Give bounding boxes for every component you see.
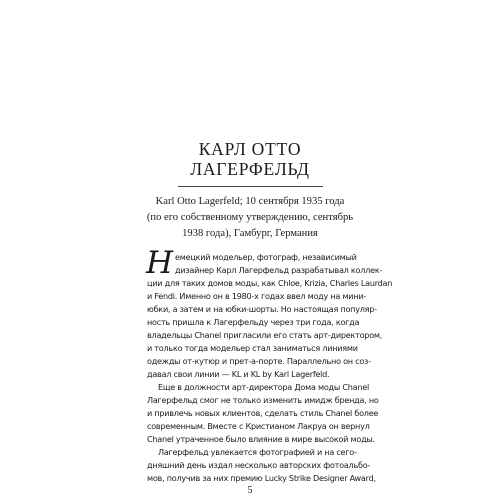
body-line: и привлечь новых клиентов, сделать стиль Chanel более xyxy=(147,408,379,418)
body-line: владельцы Chanel пригласили его стать арт-директором, xyxy=(147,330,383,340)
page-title-line-1: КАРЛ ОТТО xyxy=(198,139,302,159)
body-line: ции для таких домов моды, как Chloe, Krizia, Charles Laurdan xyxy=(147,278,393,288)
body-line: Chanel утраченное было влияние в мире высокой моды. xyxy=(147,434,375,444)
body-line: одежды от-кутюр и прет-а-порте. Параллельно он соз- xyxy=(147,356,371,366)
title-divider xyxy=(178,186,323,187)
body-line: юбки, а затем и на юбки-шорты. Но настоящая популяр- xyxy=(147,304,377,314)
body-line: дизайнер Карл Лагерфельд разрабатывал коллек- xyxy=(175,265,383,275)
body-line: мов, получив за них премию Lucky Strike Designer Award, xyxy=(147,473,376,483)
page-number: 5 xyxy=(247,485,253,496)
body-line: и только тогда модельер стал заниматься линиями xyxy=(147,343,358,353)
subtitle-line-3: 1938 года), Гамбург, Германия xyxy=(182,228,318,239)
subtitle-line-1: Karl Otto Lagerfeld; 10 сентября 1935 года xyxy=(155,196,345,207)
body-line: Лагерфельд смог не только изменить имидж бренда, но xyxy=(147,395,379,405)
body-line: дняшний день издал несколько авторских фотоальбо- xyxy=(147,460,371,470)
drop-cap: Н xyxy=(146,245,174,281)
body-line: Лагерфельд увлекается фотографией и на сего- xyxy=(158,447,357,457)
subtitle-line-2: (по его собственному утверждению, сентябрь xyxy=(146,212,354,223)
body-line: и Fendi. Именно он в 1980-х годах ввел моду на мини- xyxy=(147,291,367,301)
body-line: современным. Вместе с Кристианом Лакруа он вернул xyxy=(147,421,370,431)
body-line: Еще в должности арт-директора Дома моды Chanel xyxy=(158,382,369,392)
page-title-line-2: ЛАГЕРФЕЛЬД xyxy=(190,159,310,179)
body-line: ность пришла к Лагерфельду через три года, когда xyxy=(147,317,360,327)
body-line: емецкий модельер, фотограф, независимый xyxy=(175,252,357,262)
body-line: давал свои линии — KL и KL by Karl Lagerfeld. xyxy=(147,369,330,379)
